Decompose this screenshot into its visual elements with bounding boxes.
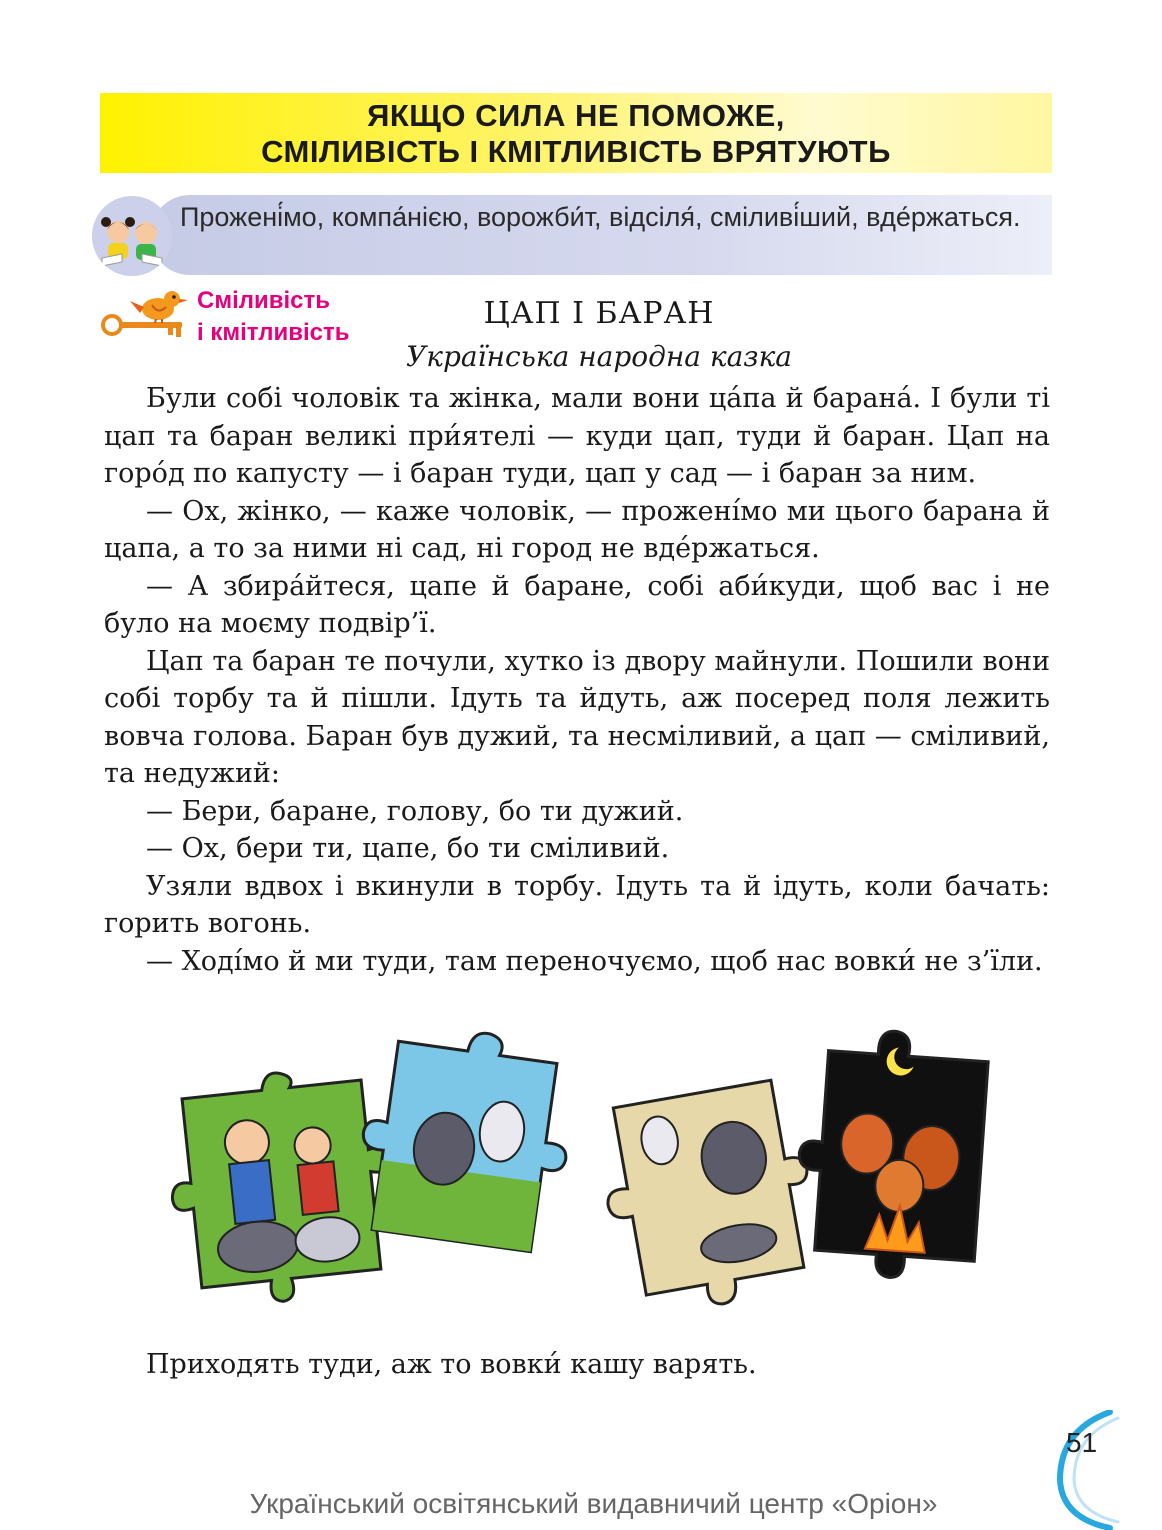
puzzle-piece-farmers (160, 1062, 405, 1312)
tale-title: ЦАП І БАРАН (483, 296, 715, 331)
publisher-footer (0, 1488, 1162, 1520)
tale-subtitle: Українська народна казка (405, 340, 792, 373)
story-last-line: Приходять туди, аж то вовки́ кашу варять. (146, 1349, 757, 1380)
section-banner (100, 93, 1052, 173)
puzzle-pieces-illustration (160, 1020, 1020, 1340)
vocabulary-words: Прожені́мо, компа́нією, ворожби́т, відсіля́, сміливі́ший, вде́ржаться. (180, 202, 1021, 232)
banner-line-1: ЯКЩО СИЛА НЕ ПОМОЖЕ, (367, 98, 785, 133)
story-paragraph: — Ох, бери ти, цапе, бо ти сміливий. (146, 833, 670, 864)
page-number: 51 (1066, 1427, 1098, 1458)
story-paragraph: Узяли вдвох і вкинули в торбу. Ідуть та й ідуть, коли бачать: горить вогонь. (104, 870, 1050, 939)
page-number-arc (1040, 1410, 1162, 1530)
story-paragraph: — Ході́мо й ми туди, там переночуємо, щоб нас вовки́ не з’їли. (146, 945, 1043, 977)
children-reading-icon (92, 196, 172, 276)
story-paragraph: Були собі чоловік та жінка, мали вони ца́па й барана́. І були ті цап та баран великі при́ятелі — куди цап, туди й баран. Цап на горо́д по капусту — і баран туди, цап у сад — і баран за ним. (104, 383, 1050, 489)
theme-label-line-1: Сміливість (197, 287, 331, 314)
story-paragraph: — Ох, жінко, — каже чоловік, — прожені́мо ми цього барана й цапа, а то за ними ні сад, ні город не вде́ржаться. (104, 495, 1050, 564)
puzzle-piece-wolf-head (592, 1077, 828, 1321)
banner-line-2: СМІЛИВІСТЬ І КМІТЛИВІСТЬ ВРЯТУЮТЬ (261, 134, 891, 169)
puzzle-piece-goat-ram-walking (350, 1020, 581, 1255)
story-paragraph: Цап та баран те почули, хутко із двору майнули. Пошили вони собі торбу та й пішли. Ідуть та йдуть, аж посеред поля лежить вовча голова. Баран був дужий, та несміливий, а цап — сміливий, та недужий: (104, 645, 1050, 789)
theme-label-line-2: і кмітливість (197, 319, 350, 346)
story-text (104, 380, 1050, 980)
publisher-name: Український освітянський видавничий центр «Оріон» (249, 1488, 938, 1519)
puzzle-piece-wolves-night (791, 1025, 990, 1283)
story-paragraph: — А збира́йтеся, цапе й баране, собі аби́куди, щоб вас і не було на моєму подвір’ї. (104, 570, 1050, 639)
story-paragraph: — Бери, баране, голову, бо ти дужий. (146, 795, 684, 827)
